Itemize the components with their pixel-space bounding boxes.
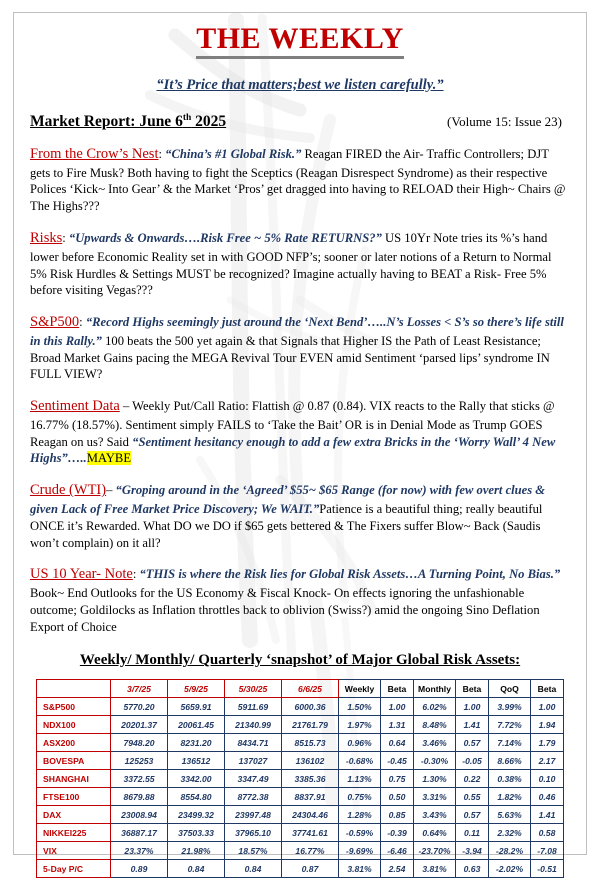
section-heading: Crude (WTI)	[30, 482, 107, 499]
table-cell-value: 3.46%	[414, 734, 456, 752]
table-cell-value: 7.14%	[489, 734, 531, 752]
report-title-ordinal: th	[182, 113, 192, 123]
table-cell-value: 0.63	[456, 860, 489, 878]
table-cell-value: 36887.17	[111, 824, 168, 842]
table-row-label: NIKKEI225	[37, 824, 111, 842]
table-row	[37, 824, 564, 842]
table-cell-value: 0.55	[456, 788, 489, 806]
table-row-label: VIX	[37, 842, 111, 860]
table-cell-value: 24304.46	[282, 806, 339, 824]
table-row	[37, 734, 564, 752]
section-heading: S&P500	[30, 314, 80, 331]
table-cell-value: 3342.00	[168, 770, 225, 788]
table-column-header: 6/6/25	[282, 680, 339, 698]
table-column-header: Beta	[381, 680, 414, 698]
table-cell-value: 0.64%	[414, 824, 456, 842]
table-column-header: Weekly	[339, 680, 381, 698]
section-body: Reagan FIRED the Air- Traffic Controllers; DJT gets to Fire Musk? Both having to fight the Sceptics (Reagan Disrespect Syndrome) as their respective Polices ‘Kick~ Into Gear’ & the Market ‘Pros’ get dragged into having to RELOAD their High~ Chairs @ The Highs???	[30, 147, 566, 214]
table-cell-value: 20201.37	[111, 716, 168, 734]
table-cell-value: 0.57	[456, 734, 489, 752]
table-cell-value: 1.50%	[339, 698, 381, 716]
table-cell-value: 37741.61	[282, 824, 339, 842]
masthead	[30, 0, 570, 94]
table-cell-value: -0.45	[381, 752, 414, 770]
table-cell-value: -28.2%	[489, 842, 531, 860]
table-cell-value: 0.87	[282, 860, 339, 878]
table-cell-value: 21340.99	[225, 716, 282, 734]
table-cell-value: 20061.45	[168, 716, 225, 734]
table-cell-value: 7948.20	[111, 734, 168, 752]
table-cell-value: 0.46	[531, 788, 564, 806]
table-cell-value: 8515.73	[282, 734, 339, 752]
table-cell-value: -0.59%	[339, 824, 381, 842]
report-line	[30, 113, 570, 131]
section-us-10-year-note	[30, 565, 570, 635]
table-cell-value: 7.72%	[489, 716, 531, 734]
table-cell-value: 1.00	[456, 698, 489, 716]
table-cell-value: 8837.91	[282, 788, 339, 806]
table-cell-value: 1.82%	[489, 788, 531, 806]
table-cell-value: 1.94	[531, 716, 564, 734]
table-cell-value: 0.85	[381, 806, 414, 824]
section-quote: “China’s #1 Global Risk.”	[165, 147, 302, 162]
table-cell-value: 8679.88	[111, 788, 168, 806]
section-risks	[30, 229, 570, 299]
table-cell-value: -0.30%	[414, 752, 456, 770]
table-cell-value: 1.00	[531, 698, 564, 716]
table-cell-value: 0.38%	[489, 770, 531, 788]
table-cell-value: 8231.20	[168, 734, 225, 752]
table-cell-value: 8772.38	[225, 788, 282, 806]
table-column-header: QoQ	[489, 680, 531, 698]
table-cell-value: 8.48%	[414, 716, 456, 734]
table-column-header: 3/7/25	[111, 680, 168, 698]
section-separator: –	[119, 399, 133, 414]
section-sp500	[30, 313, 570, 383]
table-cell-value: 21.98%	[168, 842, 225, 860]
table-cell-value: 1.41	[456, 716, 489, 734]
table-cell-value: -0.68%	[339, 752, 381, 770]
table-cell-value: 0.50	[381, 788, 414, 806]
table-corner-cell	[37, 680, 111, 698]
table-cell-value: 5770.20	[111, 698, 168, 716]
table-cell-value: 0.89	[111, 860, 168, 878]
report-date-title	[30, 113, 226, 131]
section-crude-wti	[30, 481, 570, 551]
table-cell-value: 0.96%	[339, 734, 381, 752]
table-cell-value: 137027	[225, 752, 282, 770]
table-cell-value: 1.31	[381, 716, 414, 734]
table-row-label: 5-Day P/C	[37, 860, 111, 878]
section-separator: :	[79, 315, 86, 330]
section-quote: “THIS is where the Risk lies for Global Risk Assets…A Turning Point, No Bias.”	[139, 567, 561, 582]
section-body: 100 beats the 500 yet again & that Signals that Higher IS the Path of Least Resistance; Broad Market Gains pacing the MEGA Revival Tour EVEN amid Sentiment ‘parsed lips’ syndrome IN FULL VIEW?	[30, 333, 550, 382]
table-row	[37, 842, 564, 860]
section-quote: “Record Highs seemingly just around the ‘Next Bend’…..N’s Losses < S’s so there’s life still in this Rally.”	[30, 315, 564, 348]
table-cell-value: 1.13%	[339, 770, 381, 788]
table-header-row	[37, 680, 564, 698]
table-cell-value: 37965.10	[225, 824, 282, 842]
tagline: “It’s Price that matters;best we listen carefully.”	[156, 77, 444, 93]
table-column-header: Beta	[531, 680, 564, 698]
table-cell-value: 6000.36	[282, 698, 339, 716]
table-cell-value: 23499.32	[168, 806, 225, 824]
table-row-label: ASX200	[37, 734, 111, 752]
section-body: US 10Yr Note tries its %’s hand lower before Economic Reality set in with GOOD NFP’s; sooner or later notions of a Return to Normal 5% Risk Hurdles & Settings MUST be recognized? Imagine actually having to BEAT a Risk- Free 5% before visiting Vegas???	[30, 231, 552, 298]
table-row-label: SHANGHAI	[37, 770, 111, 788]
section-quote: “Groping around in the ‘Agreed’ $55~ $65 Range (for now) with few overt clues & given Lack of Free Market Price Discovery; We WAIT.”	[30, 483, 546, 516]
table-cell-value: 1.97%	[339, 716, 381, 734]
report-title-prefix: Market Report: June 6	[30, 113, 183, 131]
table-cell-value: 0.84	[168, 860, 225, 878]
section-quote-tail: “Sentiment hesitancy enough to add a few extra Bricks in the ‘Worry Wall’ 4 New Highs”…..	[30, 434, 556, 466]
table-cell-value: 0.22	[456, 770, 489, 788]
table-cell-value: -0.39	[381, 824, 414, 842]
table-cell-value: 3.81%	[414, 860, 456, 878]
section-heading: Sentiment Data	[30, 398, 120, 415]
table-cell-value: 5911.69	[225, 698, 282, 716]
table-column-header: Beta	[456, 680, 489, 698]
table-cell-value: 125253	[111, 752, 168, 770]
table-cell-value: 0.75	[381, 770, 414, 788]
table-cell-value: 5.63%	[489, 806, 531, 824]
table-cell-value: 3.31%	[414, 788, 456, 806]
report-title-suffix: 2025	[191, 113, 227, 131]
table-cell-value: 1.79	[531, 734, 564, 752]
table-cell-value: 18.57%	[225, 842, 282, 860]
section-separator: :	[158, 147, 166, 162]
table-cell-value: 2.54	[381, 860, 414, 878]
table-cell-value: -0.05	[456, 752, 489, 770]
table-cell-value: 1.30%	[414, 770, 456, 788]
table-cell-value: 0.84	[225, 860, 282, 878]
volume-issue: (Volume 15: Issue 23)	[447, 114, 562, 130]
table-cell-value: -0.51	[531, 860, 564, 878]
table-cell-value: 3.43%	[414, 806, 456, 824]
table-cell-value: 0.57	[456, 806, 489, 824]
table-cell-value: 2.17	[531, 752, 564, 770]
table-column-header: 5/9/25	[168, 680, 225, 698]
table-cell-value: -3.94	[456, 842, 489, 860]
table-cell-value: 8.66%	[489, 752, 531, 770]
section-heading: From the Crow’s Nest	[30, 146, 159, 163]
table-cell-value: 3372.55	[111, 770, 168, 788]
table-cell-value: 1.28%	[339, 806, 381, 824]
table-cell-value: 0.11	[456, 824, 489, 842]
table-cell-value: 3347.49	[225, 770, 282, 788]
table-row	[37, 716, 564, 734]
section-separator: :	[132, 567, 140, 582]
table-cell-value: 21761.79	[282, 716, 339, 734]
table-cell-value: 136102	[282, 752, 339, 770]
table-cell-value: 3.99%	[489, 698, 531, 716]
section-separator: :	[62, 231, 69, 246]
page-title: THE WEEKLY	[196, 22, 404, 59]
table-cell-value: 0.64	[381, 734, 414, 752]
table-header	[37, 680, 564, 698]
table-title: Weekly/ Monthly/ Quarterly ‘snapshot’ of Major Global Risk Assets:	[79, 652, 521, 669]
table-cell-value: 3385.36	[282, 770, 339, 788]
section-heading: US 10 Year- Note	[30, 566, 133, 583]
table-row-label: S&P500	[37, 698, 111, 716]
table-cell-value: 2.32%	[489, 824, 531, 842]
table-cell-value: -7.08	[531, 842, 564, 860]
table-column-header: 5/30/25	[225, 680, 282, 698]
table-cell-value: -6.46	[381, 842, 414, 860]
table-body	[37, 698, 564, 878]
table-row-label: DAX	[37, 806, 111, 824]
highlighted-maybe: MAYBE	[86, 451, 132, 466]
table-cell-value: -9.69%	[339, 842, 381, 860]
table-row	[37, 860, 564, 878]
table-row	[37, 806, 564, 824]
table-row	[37, 770, 564, 788]
table-row-label: FTSE100	[37, 788, 111, 806]
section-body: Book~ End Outlooks for the US Economy & Fiscal Knock- On effects ignoring the unfashionable outcome; Goldilocks as Inflation throttles back to oblivion (Swiss?) amid the ongoing Sino Deflation Export of Choice	[30, 585, 540, 634]
section-crows-nest	[30, 145, 570, 215]
table-cell-value: 8434.71	[225, 734, 282, 752]
table-row	[37, 698, 564, 716]
table-row	[37, 788, 564, 806]
table-cell-value: 0.75%	[339, 788, 381, 806]
table-row-label: NDX100	[37, 716, 111, 734]
table-cell-value: 6.02%	[414, 698, 456, 716]
section-quote: “Upwards & Onwards….Risk Free ~ 5% Rate RETURNS?”	[68, 231, 382, 246]
table-cell-value: 23.37%	[111, 842, 168, 860]
table-cell-value: 1.00	[381, 698, 414, 716]
section-body: Patience is a beautiful thing; really beautiful ONCE it’s Rewarded. What DO we DO if $65 gets bettered & The Fixers suffer Blow~ Back (Saudis won’t complain) on it all?	[30, 501, 543, 550]
table-cell-value: 0.10	[531, 770, 564, 788]
table-cell-value: 1.41	[531, 806, 564, 824]
table-cell-value: 8554.80	[168, 788, 225, 806]
table-row	[37, 752, 564, 770]
section-heading: Risks	[30, 230, 63, 247]
table-cell-value: 0.58	[531, 824, 564, 842]
table-column-header: Monthly	[414, 680, 456, 698]
table-cell-value: 23008.94	[111, 806, 168, 824]
table-cell-value: 136512	[168, 752, 225, 770]
section-separator: –	[106, 483, 116, 498]
table-cell-value: 23997.48	[225, 806, 282, 824]
table-cell-value: 5659.91	[168, 698, 225, 716]
section-body: Weekly Put/Call Ratio: Flattish @ 0.87 (0.84). VIX reacts to the Rally that sticks @ 16.77% (18.57%). Sentiment simply FAILS to ‘Take the Bait’ OR is in Denial Mode as Trump GOES Reagan on us? Said	[30, 399, 555, 449]
table-cell-value: 16.77%	[282, 842, 339, 860]
table-cell-value: 3.81%	[339, 860, 381, 878]
table-cell-value: 37503.33	[168, 824, 225, 842]
section-sentiment-data	[30, 397, 570, 467]
table-row-label: BOVESPA	[37, 752, 111, 770]
global-risk-assets-table	[36, 679, 564, 878]
table-cell-value: -23.70%	[414, 842, 456, 860]
table-cell-value: -2.02%	[489, 860, 531, 878]
